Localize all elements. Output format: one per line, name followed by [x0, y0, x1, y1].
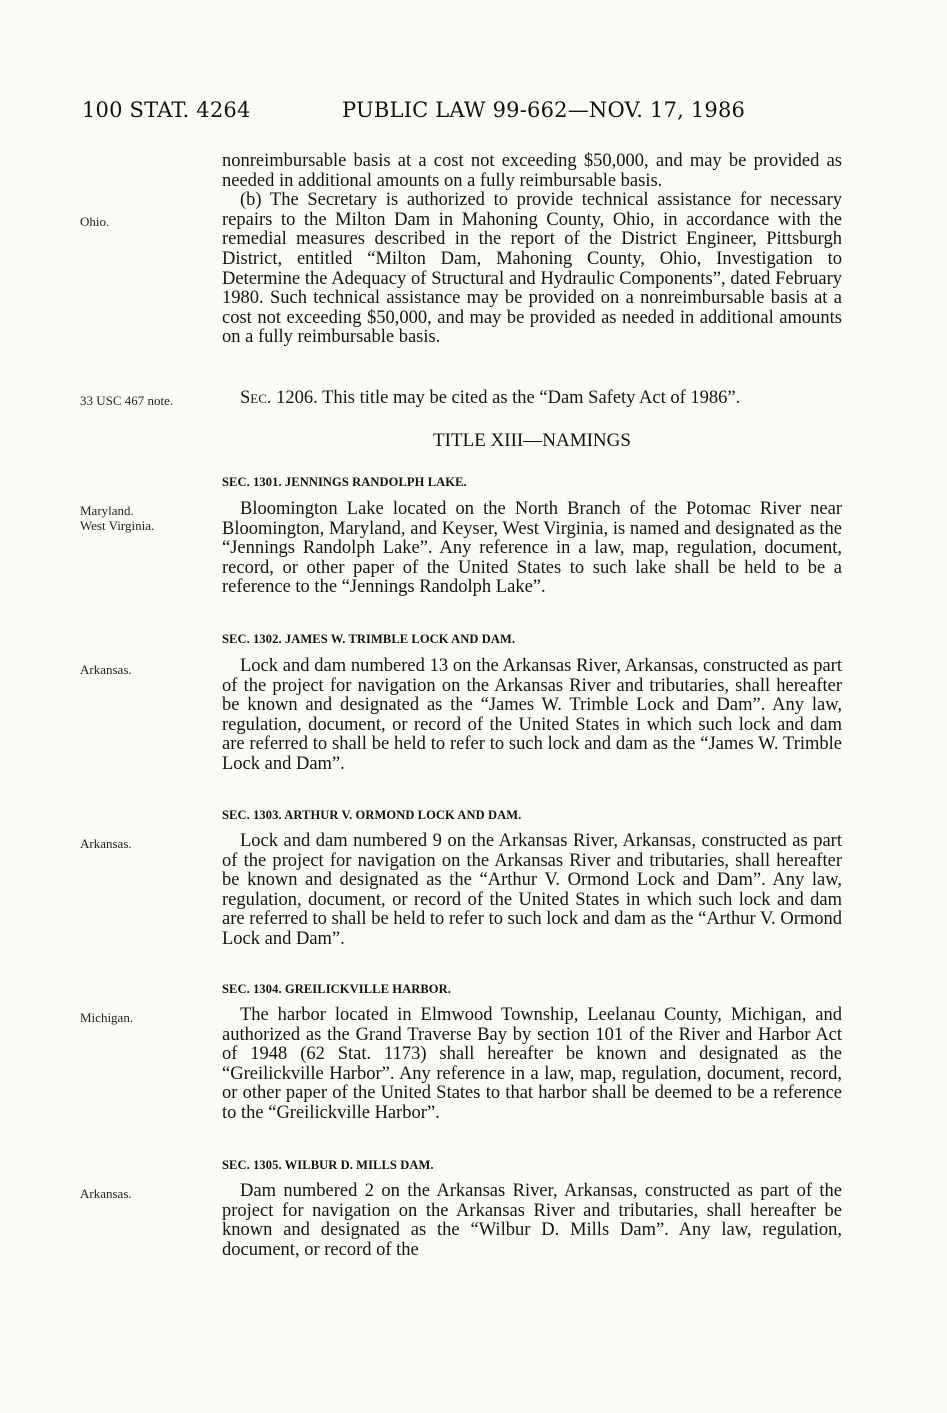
section-text-1302: [222, 657, 842, 775]
margin-note-arkansas: Arkansas.: [80, 1186, 132, 1201]
margin-note-west-virginia: West Virginia.: [80, 518, 155, 533]
sec-1206-text: 1206. This title may be cited as the “Dam Safety Act of 1986”.: [276, 388, 741, 408]
margin-note-usc: 33 USC 467 note.: [80, 393, 174, 408]
title-heading: TITLE XIII—NAMINGS: [433, 430, 631, 451]
sec-1206-label: Sec.: [240, 388, 272, 408]
section-text-1305: [222, 1182, 842, 1260]
continuation-paragraph: nonreimbursable basis at a cost not exceeding $50,000, and may be provided as needed in additional amounts on a fully reimbursable basis.: [222, 151, 842, 191]
margin-note-arkansas: Arkansas.: [80, 662, 132, 677]
section-paragraph: Lock and dam numbered 13 on the Arkansas River, Arkansas, constructed as part of the project for navigation on the Arkansas River and tributaries, shall hereafter be known and designated as the “James W. Trimble Lock and Dam”. Any law, regulation, document, or record of the United States in which such lock and dam are referred to shall be held to refer to such lock and dam as the “James W. Trimble Lock and Dam”.: [222, 656, 842, 774]
section-paragraph: Dam numbered 2 on the Arkansas River, Arkansas, constructed as part of the project for navigation on the Arkansas River and tributaries, shall hereafter be known and designated as the “Wilbur D. Mills Dam”. Any law, regulation, document, or record of the: [222, 1181, 842, 1260]
section-heading-1305: SEC. 1305. WILBUR D. MILLS DAM.: [222, 1158, 434, 1172]
margin-note-maryland: Maryland.: [80, 503, 134, 518]
section-paragraph: Bloomington Lake located on the North Branch of the Potomac River near Bloomington, Maryland, and Keyser, West Virginia, is named and designated as the “Jennings Randolph Lake”. Any reference in a law, map, regulation, document, record, or other paper of the United States to such lake shall be held to be a reference to the “Jennings Randolph Lake”.: [222, 499, 842, 598]
section-text-1304: [222, 1006, 842, 1124]
margin-note-ohio: Ohio.: [80, 214, 110, 229]
section-text-1301: [222, 500, 842, 598]
page-header: [82, 98, 842, 128]
section-heading-1301: SEC. 1301. JENNINGS RANDOLPH LAKE.: [222, 475, 467, 489]
section-text-1303: [222, 832, 842, 950]
continuation-block: [222, 152, 842, 348]
margin-note-arkansas: Arkansas.: [80, 836, 132, 851]
section-heading-1304: SEC. 1304. GREILICKVILLE HARBOR.: [222, 982, 451, 996]
section-paragraph: Lock and dam numbered 9 on the Arkansas River, Arkansas, constructed as part of the project for navigation on the Arkansas River and tributaries, shall hereafter be known and designated as the “Arthur V. Ormond Lock and Dam”. Any law, regulation, document, or record of the United States in which such lock and dam are referred to shall be held to refer to such lock and dam as the “Arthur V. Ormond Lock and Dam”.: [222, 831, 842, 949]
public-law-title: PUBLIC LAW 99-662—NOV. 17, 1986: [342, 98, 746, 122]
stat-citation: 100 STAT. 4264: [82, 98, 251, 122]
sec-1206: [222, 389, 842, 409]
paragraph-b: (b) The Secretary is authorized to provide technical assistance for necessary repairs to the Milton Dam in Mahoning County, Ohio, in accordance with the remedial measures described in the report of the District Engineer, Pittsburgh District, entitled “Milton Dam, Mahoning County, Ohio, Investigation to Determine the Adequacy of Structural and Hydraulic Components”, dated February 1980. Such technical assistance may be provided on a nonreimbursable basis at a cost not exceeding $50,000, and may be provided as needed in additional amounts on a fully reimbursable basis.: [222, 190, 842, 348]
section-heading-1302: SEC. 1302. JAMES W. TRIMBLE LOCK AND DAM.: [222, 632, 516, 646]
margin-note-michigan: Michigan.: [80, 1010, 134, 1025]
section-heading-1303: SEC. 1303. ARTHUR V. ORMOND LOCK AND DAM.: [222, 808, 522, 822]
section-paragraph: The harbor located in Elmwood Township, Leelanau County, Michigan, and authorized as the Grand Traverse Bay by section 101 of the River and Harbor Act of 1948 (62 Stat. 1173) shall hereafter be known and designated as the “Greilickville Harbor”. Any reference in a law, map, regulation, document, record, or other paper of the United States to that harbor shall be deemed to be a reference to the “Greilickville Harbor”.: [222, 1005, 842, 1123]
